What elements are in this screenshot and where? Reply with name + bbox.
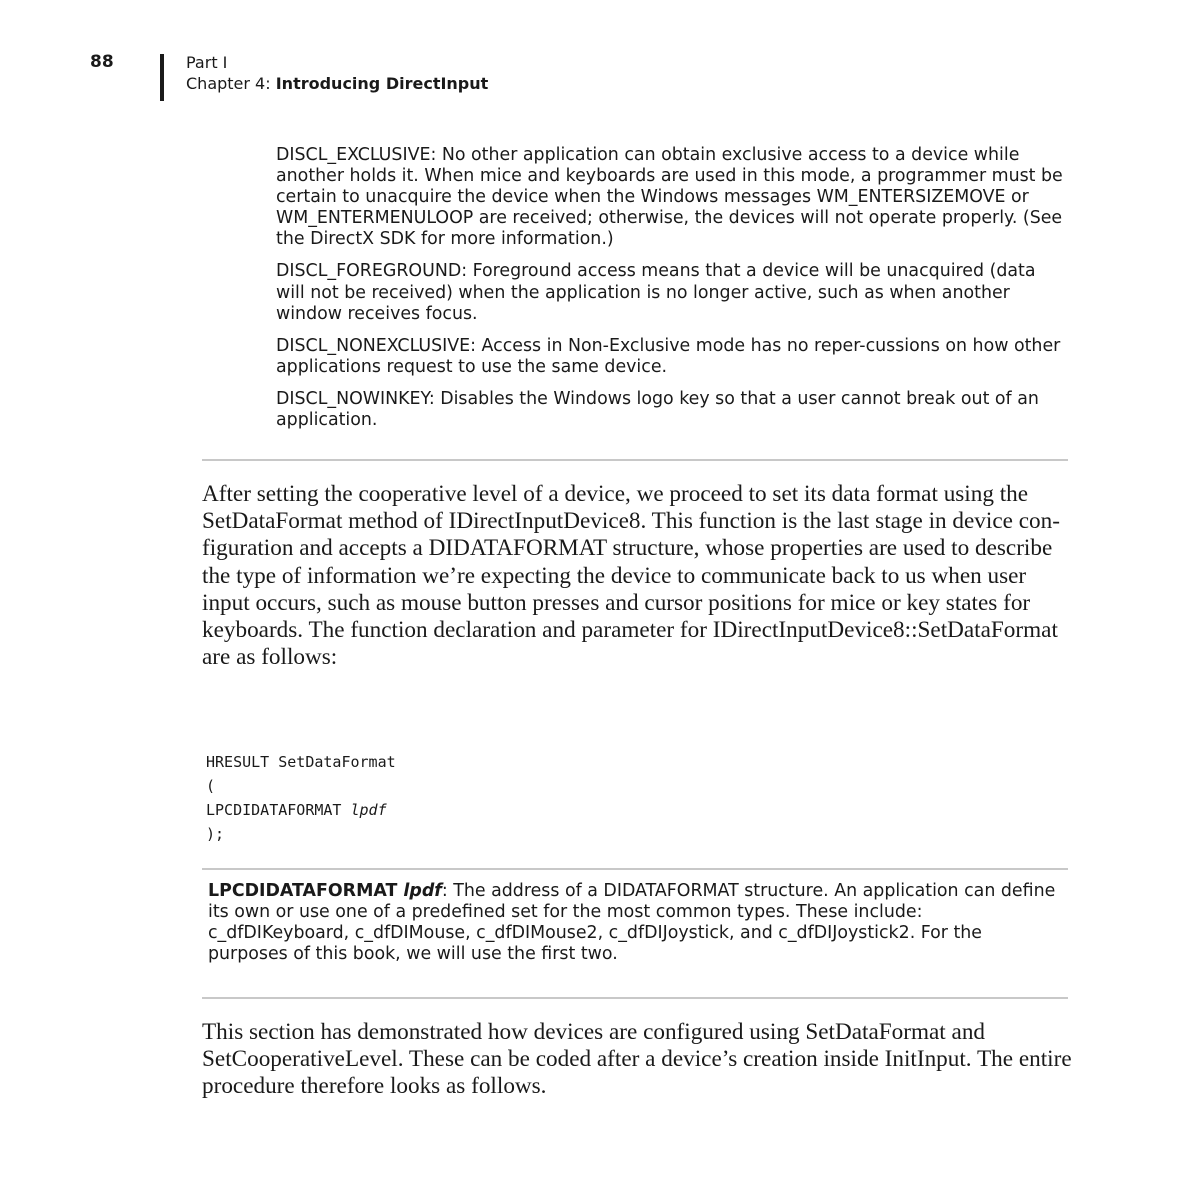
chapter-prefix: Chapter 4: [186, 74, 276, 93]
body-paragraph: This section has demonstrated how devices are configured using SetDataFormat and SetCooperativeLevel. These can be coded after a device’s creation inside InitInput. The entire procedure therefore looks as follows. [202, 1019, 1072, 1100]
parameter-description [208, 881, 1066, 965]
definition-exclusive: DISCL_EXCLUSIVE: No other application can obtain exclusive access to a device while another holds it. When mice and keyboards are used in this mode, a programmer must be certain to unacquire the device when the Windows messages WM_ENTERSIZEMOVE or WM_ENTERMENULOOP are received; otherwise, the devices will not operate properly. (See the DirectX SDK for more information.) [276, 145, 1063, 250]
code-type: LPCDIDATAFORMAT [206, 801, 351, 819]
section-divider [202, 459, 1068, 461]
body-paragraph: After setting the cooperative level of a device, we proceed to set its data format using the SetDataFormat method of IDirectInputDevice8. This function is the last stage in device con-figuration and accepts a DIDATAFORMAT structure, whose properties are used to describe the type of information we’re expecting the device to communicate back to us when user input occurs, such as mouse button presses and cursor positions for mice or key states for keyboards. The function declaration and parameter for IDirectInputDevice8::SetDataFormat are as follows: [202, 481, 1060, 671]
page-number: 88 [90, 52, 114, 72]
definition-nonexclusive: DISCL_NONEXCLUSIVE: Access in Non-Exclusive mode has no reper-cussions on how other applications request to use the same device. [276, 335, 1061, 377]
flag-definitions [276, 145, 1066, 442]
parameter-text: : The address of a DIDATAFORMAT structure. An application can define its own or use one of a predefined set for the most common types. These include: c_dfDIKeyboard, c_dfDIMouse, c_dfDIMouse2, c_dfDIJoystick, and c_dfDIJoystick2. For the purposes of this book, we will use the first two. [208, 881, 1056, 965]
header-rule [160, 54, 164, 101]
part-label: Part I [186, 53, 228, 72]
parameter-type: LPCDIDATAFORMAT [208, 881, 404, 901]
chapter-title: Introducing DirectInput [275, 74, 489, 93]
definition-foreground: DISCL_FOREGROUND: Foreground access means that a device will be unacquired (data will not be received) when the application is no longer active, such as when another window receives focus. [276, 261, 1036, 324]
code-line: ); [206, 825, 225, 843]
chapter-line [186, 73, 488, 94]
code-line: HRESULT SetDataFormat [206, 753, 396, 771]
parameter-divider-bottom [202, 997, 1068, 999]
definition-nowinkey: DISCL_NOWINKEY: Disables the Windows logo key so that a user cannot break out of an application. [276, 388, 1039, 431]
parameter-term [208, 881, 442, 901]
parameter-divider-top [202, 868, 1068, 870]
code-line: ( [206, 777, 216, 795]
parameter-name: lpdf [403, 881, 442, 901]
code-line [206, 798, 396, 822]
code-param: lpdf [350, 801, 387, 819]
code-block [206, 750, 396, 846]
running-head [186, 52, 488, 94]
